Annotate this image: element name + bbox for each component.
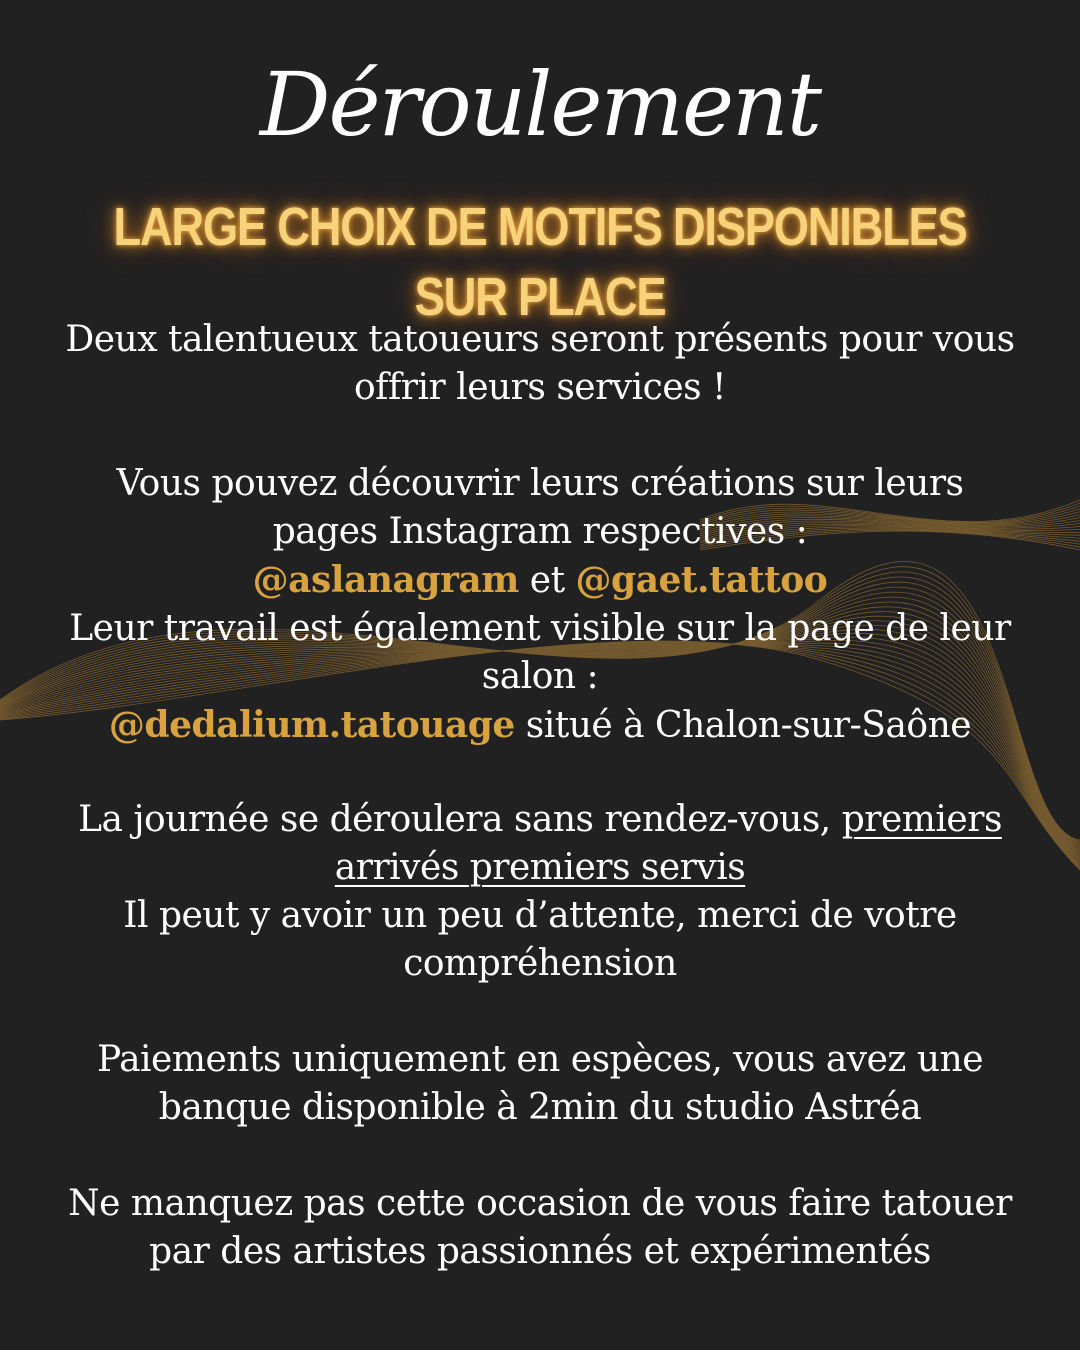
walk-in-underlined-2: arrivés premiers servis: [334, 847, 746, 888]
walk-in-line-4: compréhension: [403, 943, 677, 984]
artists-line-2: offrir leurs services !: [353, 367, 727, 408]
handle-dedalium-tatouage[interactable]: @dedalium.tatouage: [108, 704, 515, 746]
handles-connector: et: [529, 560, 565, 601]
instagram-line-1: Vous pouvez découvrir leurs créations sur leurs: [116, 463, 964, 504]
instagram-line-5: salon :: [481, 656, 599, 697]
handle-aslanagram[interactable]: @aslanagram: [252, 559, 519, 601]
payment-line-2: banque disponible à 2min du studio Astréa: [158, 1087, 922, 1128]
closing-paragraph: [40, 1180, 1040, 1276]
script-title: Déroulement: [259, 53, 821, 156]
walk-in-line-3: Il peut y avoir un peu d’attente, merci de votre: [123, 895, 957, 936]
instagram-line-2: pages Instagram respectives :: [272, 511, 808, 552]
walk-in-underlined-1: premiers: [841, 799, 1002, 840]
walk-in-line-1: [40, 796, 1040, 844]
salon-line: [40, 701, 1040, 750]
artists-line-1: Deux talentueux tatoueurs seront présents pour vous: [65, 319, 1015, 360]
handle-gaet-tattoo[interactable]: @gaet.tattoo: [575, 559, 828, 601]
headline-banner: LARGE CHOIX DE MOTIFS DISPONIBLES SUR PLACE: [113, 197, 967, 327]
instagram-handles-line: [40, 556, 1040, 605]
payment-paragraph: [40, 1036, 1040, 1132]
closing-line-1: Ne manquez pas cette occasion de vous faire tatouer: [68, 1183, 1012, 1224]
closing-line-2: par des artistes passionnés et expérimentés: [149, 1231, 931, 1272]
walk-in-line-2: [40, 844, 1040, 892]
payment-line-1: Paiements uniquement en espèces, vous avez une: [96, 1039, 984, 1080]
instagram-line-4: Leur travail est également visible sur la page de leur: [69, 608, 1011, 649]
walk-in-prefix: La journée se déroulera sans rendez-vous,: [78, 799, 831, 840]
walk-in-paragraph: [40, 796, 1040, 988]
artists-paragraph: [40, 316, 1040, 412]
instagram-paragraph: [40, 460, 1040, 750]
salon-location: situé à Chalon-sur-Saône: [525, 705, 972, 746]
